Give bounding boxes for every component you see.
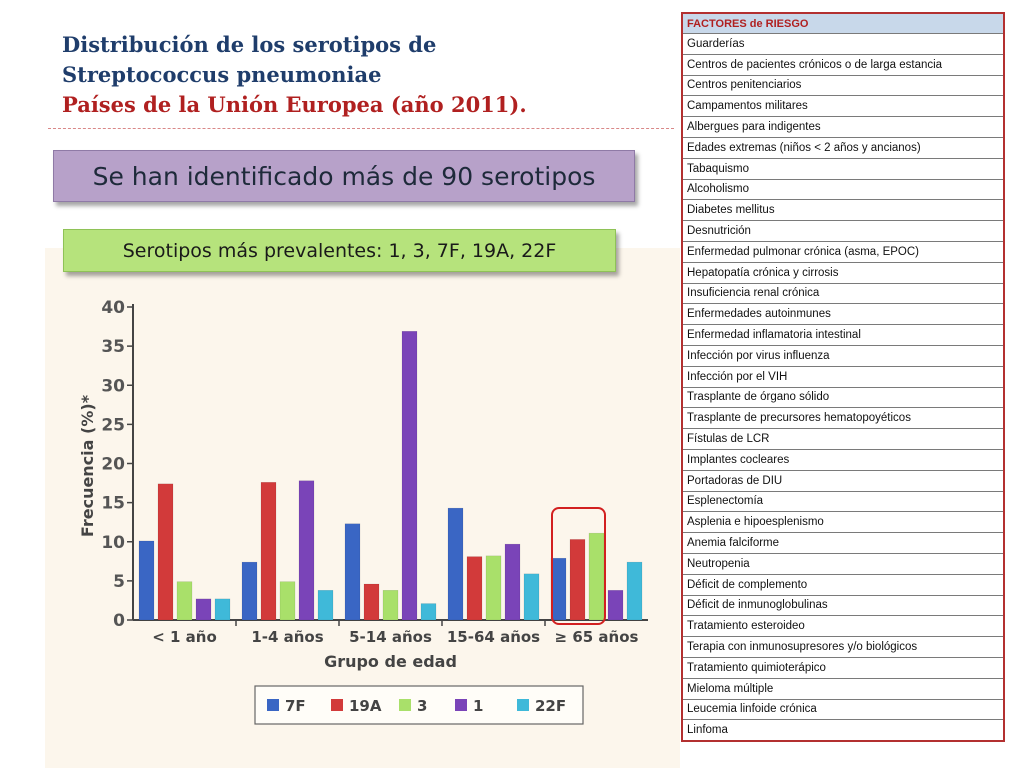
x-tick-label: ≥ 65 años [554, 628, 639, 646]
risk-factors-table [681, 12, 1005, 742]
risk-factor-cell: Infección por el VIH [682, 366, 1004, 387]
table-row [682, 200, 1004, 221]
x-tick-label: 15-64 años [446, 628, 541, 646]
risk-factor-cell: Terapia con inmunosupresores y/o biológicos [682, 637, 1004, 658]
bar-19a [158, 484, 173, 620]
table-row [682, 657, 1004, 678]
risk-factor-cell: Portadoras de DIU [682, 470, 1004, 491]
table-row [682, 137, 1004, 158]
table-row [682, 491, 1004, 512]
y-tick-label: 5 [113, 571, 125, 592]
y-tick-label: 0 [113, 611, 125, 631]
bar-19a [467, 557, 482, 620]
table-row [682, 54, 1004, 75]
risk-factor-cell: Anemia falciforme [682, 533, 1004, 554]
risk-factor-cell: Tabaquismo [682, 158, 1004, 179]
risk-factor-cell: Tratamiento esteroideo [682, 616, 1004, 637]
x-tick-label: 5-14 años [349, 628, 432, 646]
legend-swatch-22f [517, 699, 529, 711]
table-row [682, 678, 1004, 699]
table-row [682, 595, 1004, 616]
table-row [682, 387, 1004, 408]
bar-22f [627, 562, 642, 620]
risk-factor-cell: Déficit de complemento [682, 574, 1004, 595]
risk-factor-cell: Esplenectomía [682, 491, 1004, 512]
risk-factor-cell: Déficit de inmunoglobulinas [682, 595, 1004, 616]
table-row [682, 241, 1004, 262]
bar-7f [448, 508, 463, 620]
risk-factor-cell: Fístulas de LCR [682, 429, 1004, 450]
table-row [682, 553, 1004, 574]
risk-factor-cell: Guarderías [682, 34, 1004, 55]
y-tick-label: 25 [101, 415, 125, 436]
serotypes-count-box: Se han identificado más de 90 serotipos [53, 150, 635, 202]
legend-label: 22F [535, 697, 567, 715]
legend-label: 7F [285, 697, 306, 715]
risk-factor-cell: Trasplante de órgano sólido [682, 387, 1004, 408]
bar-19a [364, 584, 379, 620]
risk-factor-cell: Alcoholismo [682, 179, 1004, 200]
risk-factor-cell: Trasplante de precursores hematopoyéticos [682, 408, 1004, 429]
table-row [682, 449, 1004, 470]
bar-7f [242, 562, 257, 620]
legend-swatch-7f [267, 699, 279, 711]
table-row [682, 533, 1004, 554]
bar-7f [139, 541, 154, 620]
legend-label: 19A [349, 697, 382, 715]
table-row [682, 221, 1004, 242]
table-row [682, 720, 1004, 741]
title-line-1: Distribución de los serotipos de [62, 32, 437, 57]
risk-factor-cell: Diabetes mellitus [682, 200, 1004, 221]
bar-3 [383, 590, 398, 620]
bar-7f [345, 524, 360, 620]
table-row [682, 262, 1004, 283]
bar-1 [608, 590, 623, 620]
table-row [682, 345, 1004, 366]
bar-3 [177, 582, 192, 620]
risk-factor-cell: Centros de pacientes crónicos o de larga estancia [682, 54, 1004, 75]
y-tick-label: 10 [101, 532, 125, 553]
x-tick-label: 1-4 años [251, 628, 324, 646]
legend-label: 3 [417, 697, 428, 715]
bar-1 [402, 331, 417, 620]
risk-factor-cell: Linfoma [682, 720, 1004, 741]
table-row [682, 325, 1004, 346]
title-divider [48, 128, 674, 129]
bar-22f [524, 574, 539, 620]
risk-factor-cell: Albergues para indigentes [682, 117, 1004, 138]
y-tick-label: 15 [101, 493, 125, 514]
x-tick-label: < 1 año [152, 628, 217, 646]
bar-22f [318, 590, 333, 620]
risk-factor-cell: Infección por virus influenza [682, 345, 1004, 366]
risk-factor-cell: Leucemia linfoide crónica [682, 699, 1004, 720]
risk-factor-cell: Desnutrición [682, 221, 1004, 242]
risk-table-header: FACTORES de RIESGO [682, 13, 1004, 34]
risk-factor-cell: Implantes cocleares [682, 449, 1004, 470]
bar-1 [505, 544, 520, 620]
table-row [682, 512, 1004, 533]
y-axis-label: Frecuencia (%)* [78, 394, 97, 538]
risk-factor-cell: Asplenia e hipoesplenismo [682, 512, 1004, 533]
table-row [682, 304, 1004, 325]
table-row [682, 429, 1004, 450]
risk-factor-cell: Insuficiencia renal crónica [682, 283, 1004, 304]
legend-swatch-19a [331, 699, 343, 711]
risk-factor-cell: Enfermedad inflamatoria intestinal [682, 325, 1004, 346]
table-row [682, 408, 1004, 429]
risk-factor-cell: Campamentos militares [682, 96, 1004, 117]
elderly-highlight-frame [551, 507, 606, 625]
y-tick-label: 20 [101, 454, 125, 475]
risk-factor-cell: Enfermedades autoinmunes [682, 304, 1004, 325]
bar-19a [261, 482, 276, 620]
risk-factor-cell: Edades extremas (niños < 2 años y ancianos) [682, 137, 1004, 158]
table-row [682, 158, 1004, 179]
risk-factor-cell: Tratamiento quimioterápico [682, 657, 1004, 678]
risk-factor-cell: Hepatopatía crónica y cirrosis [682, 262, 1004, 283]
table-row [682, 616, 1004, 637]
bar-3 [280, 582, 295, 620]
legend-swatch-1 [455, 699, 467, 711]
table-row [682, 179, 1004, 200]
risk-factor-cell: Centros penitenciarios [682, 75, 1004, 96]
title-line-3: Países de la Unión Europea (año 2011). [62, 92, 527, 117]
risk-factor-cell: Neutropenia [682, 553, 1004, 574]
bar-22f [215, 599, 230, 620]
legend-label: 1 [473, 697, 484, 715]
table-row [682, 34, 1004, 55]
table-row [682, 574, 1004, 595]
x-axis-label: Grupo de edad [324, 652, 457, 671]
y-tick-label: 35 [101, 337, 125, 358]
prevalent-serotypes-box: Serotipos más prevalentes: 1, 3, 7F, 19A, 22F [63, 229, 616, 272]
bar-3 [486, 556, 501, 620]
legend-swatch-3 [399, 699, 411, 711]
bar-1 [299, 481, 314, 620]
slide-title [62, 30, 662, 120]
table-row [682, 96, 1004, 117]
table-row [682, 470, 1004, 491]
table-row [682, 117, 1004, 138]
bar-1 [196, 599, 211, 620]
y-tick-label: 40 [101, 298, 125, 318]
risk-factor-cell: Mieloma múltiple [682, 678, 1004, 699]
risk-factor-cell: Enfermedad pulmonar crónica (asma, EPOC) [682, 241, 1004, 262]
table-row [682, 637, 1004, 658]
table-row [682, 699, 1004, 720]
y-tick-label: 30 [101, 376, 125, 397]
bar-22f [421, 604, 436, 620]
table-row [682, 75, 1004, 96]
table-row [682, 366, 1004, 387]
title-line-2: Streptococcus pneumoniae [62, 62, 382, 87]
table-row [682, 283, 1004, 304]
